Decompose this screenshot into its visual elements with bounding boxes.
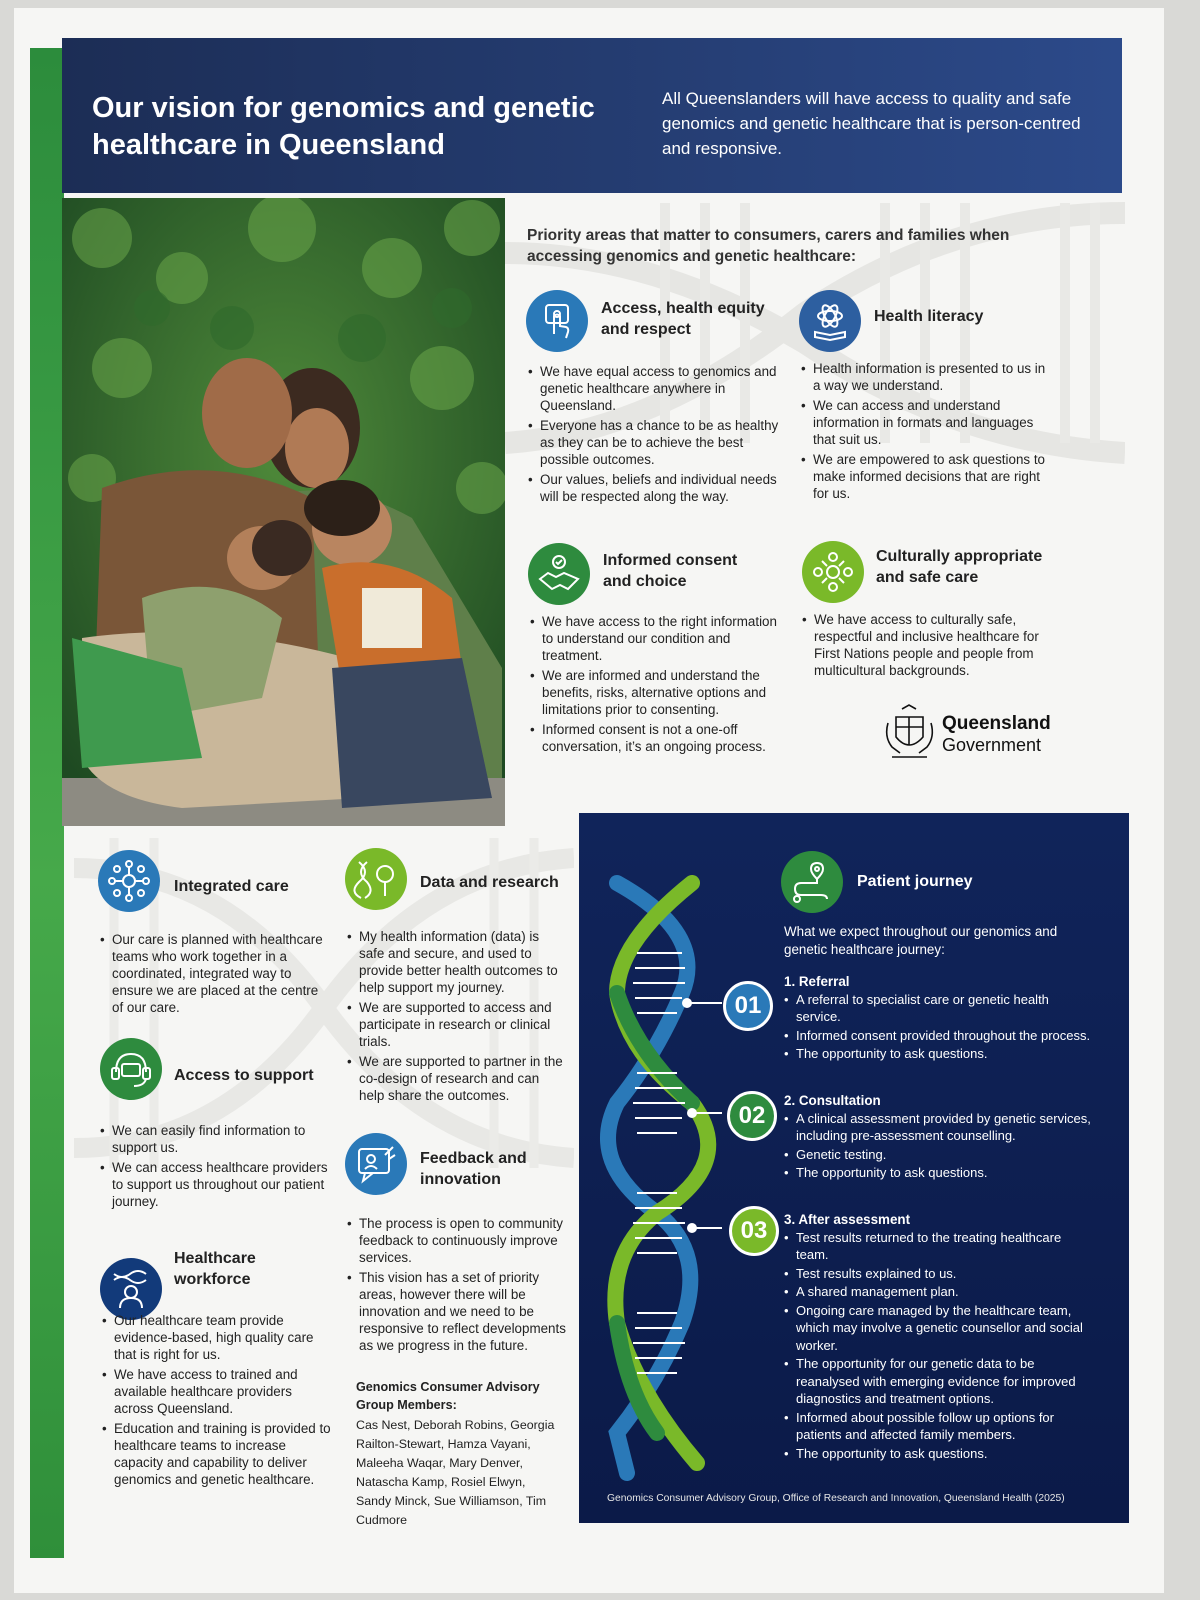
list-item: • We can access healthcare providers to support us throughout our patient journey. <box>100 1159 330 1210</box>
journey-step-referral <box>784 973 1094 1064</box>
list-item: • My health information (data) is safe and secure, and used to provide better health outcomes to help support my journey. <box>347 928 565 996</box>
header-banner <box>62 38 1122 193</box>
list-item: • Test results explained to us. <box>784 1265 1094 1283</box>
list-item: • We have equal access to genomics and genetic healthcare anywhere in Queensland. <box>528 363 783 414</box>
atom-book-icon <box>799 290 861 352</box>
feedback-icon <box>345 1133 407 1195</box>
logo-line-1: Queensland <box>942 713 1051 734</box>
poster <box>14 8 1164 1593</box>
section-title-feedback: Feedback and innovation <box>420 1150 527 1188</box>
coat-of-arms-icon <box>882 703 937 761</box>
list-item: • We are empowered to ask questions to make informed decisions that are right for us. <box>801 451 1051 502</box>
list-item: • The opportunity to ask questions. <box>784 1045 1094 1063</box>
members-list: Cas Nest, Deborah Robins, Georgia Railton-Stewart, Hamza Vayani, Maleeha Waqar, Mary Denver, Natascha Kamp, Rosiel Elwyn, Sandy Minck, Sue Williamson, Tim Cudmore <box>356 1418 555 1527</box>
logo-line-2: Government <box>942 735 1042 755</box>
list-item: • We have access to culturally safe, respectful and inclusive healthcare for First Nations people and people from multicultural backgrounds. <box>802 611 1057 679</box>
list-item: • Genetic testing. <box>784 1146 1094 1164</box>
list-item: • Education and training is provided to healthcare teams to increase capacity and capability to deliver genomics and genetic healthcare. <box>102 1420 334 1488</box>
step-bullets <box>784 991 1094 1063</box>
list-item: • Test results returned to the treating healthcare team. <box>784 1229 1094 1264</box>
bullets-integrated <box>100 931 330 1019</box>
bullets-support <box>100 1122 330 1213</box>
section-title-data: Data and research <box>420 874 559 891</box>
step-heading: 3. After assessment <box>784 1212 911 1227</box>
network-icon <box>98 850 160 912</box>
section-title-literacy: Health literacy <box>874 308 984 325</box>
list-item: • We are supported to partner in the co-design of research and can help share the outcomes. <box>347 1053 565 1104</box>
bullets-consent <box>530 613 790 758</box>
cultural-pattern-icon <box>802 541 864 603</box>
list-item: • A referral to specialist care or genetic health service. <box>784 991 1094 1026</box>
health-worker-icon <box>100 1258 162 1320</box>
step-bullets <box>784 1229 1094 1463</box>
list-item: • Our care is planned with healthcare teams who work together in a coordinated, integrated way to ensure we are placed at the centre of our care. <box>100 931 330 1016</box>
journey-step-consultation <box>784 1092 1094 1183</box>
list-item: • This vision has a set of priority areas, however there will be innovation and we need to be responsive to reflect developments as we progress in the future. <box>347 1269 567 1354</box>
list-item: • We have access to the right information to understand our condition and treatment. <box>530 613 790 664</box>
list-item: • Our healthcare team provide evidence-based, high quality care that is right for us. <box>102 1312 334 1363</box>
list-item: • Our values, beliefs and individual needs will be respected along the way. <box>528 471 783 505</box>
section-title-consent: Informed consent and choice <box>603 552 738 590</box>
green-side-bar <box>30 48 64 1558</box>
step-bullets <box>784 1110 1094 1182</box>
patient-journey-intro: What we expect throughout our genomics and genetic healthcare journey: <box>784 924 1058 957</box>
list-item: • Ongoing care managed by the healthcare team, which may involve a genetic counsellor and social worker. <box>784 1302 1094 1355</box>
bullets-feedback <box>347 1215 567 1357</box>
list-item: • We are supported to access and participate in research or clinical trials. <box>347 999 565 1050</box>
step-heading: 1. Referral <box>784 974 850 989</box>
list-item: • The process is open to community feedback to continuously improve services. <box>347 1215 567 1266</box>
list-item: • We can easily find information to support us. <box>100 1122 330 1156</box>
list-item: • Informed consent is not a one-off conversation, it’s an ongoing process. <box>530 721 790 755</box>
section-title-access: Access, health equity and respect <box>601 300 765 338</box>
bullets-access <box>528 363 783 508</box>
list-item: • A clinical assessment provided by genetic services, including pre-assessment counselling. <box>784 1110 1094 1145</box>
list-item: • The opportunity to ask questions. <box>784 1445 1094 1463</box>
section-title-support: Access to support <box>174 1067 314 1084</box>
vision-statement: All Queenslanders will have access to quality and safe genomics and genetic healthcare that is person-centred and responsive. <box>662 89 1081 158</box>
credit-line: Genomics Consumer Advisory Group, Office of Research and Innovation, Queensland Health (2025) <box>607 1493 1065 1504</box>
dna-magnifier-icon <box>345 848 407 910</box>
step-heading: 2. Consultation <box>784 1093 881 1108</box>
list-item: • Health information is presented to us in a way we understand. <box>801 360 1051 394</box>
list-item: • Informed consent provided throughout the process. <box>784 1027 1094 1045</box>
step-number-01: 01 <box>723 981 773 1031</box>
bullets-literacy <box>801 360 1051 505</box>
step-number-03: 03 <box>729 1206 779 1256</box>
journey-step-after-assessment <box>784 1211 1094 1463</box>
list-item: • Informed about possible follow up options for patients and affected family members. <box>784 1409 1094 1444</box>
section-title-cultural: Culturally appropriate and safe care <box>876 548 1043 586</box>
list-item: • Everyone has a chance to be as healthy as they can be to achieve the best possible outcomes. <box>528 417 783 468</box>
list-item: • We are informed and understand the benefits, risks, alternative options and limitations prior to consenting. <box>530 667 790 718</box>
page-title: Our vision for genomics and genetic healthcare in Queensland <box>92 92 595 161</box>
family-photo <box>62 198 505 826</box>
headset-icon <box>100 1038 162 1100</box>
list-item: • We can access and understand information in formats and languages that suit us. <box>801 397 1051 448</box>
step-number-02: 02 <box>727 1091 777 1141</box>
priority-intro: Priority areas that matter to consumers, carers and families when accessing genomics and genetic healthcare: <box>527 227 1010 265</box>
bullets-data <box>347 928 565 1107</box>
patient-journey-title: Patient journey <box>857 873 973 890</box>
section-title-workforce: Healthcare workforce <box>174 1250 256 1288</box>
patient-journey-panel <box>579 813 1129 1523</box>
dna-helix-graphic <box>597 873 787 1483</box>
bullets-cultural <box>802 611 1057 682</box>
queensland-government-logo <box>882 703 1062 763</box>
list-item: • The opportunity for our genetic data to be reanalysed with emerging evidence for improved diagnostics and treatment options. <box>784 1355 1094 1408</box>
members-title: Genomics Consumer Advisory Group Members: <box>356 1380 540 1412</box>
list-item: • A shared management plan. <box>784 1283 1094 1301</box>
section-title-integrated: Integrated care <box>174 878 289 895</box>
list-item: • We have access to trained and available healthcare providers across Queensland. <box>102 1366 334 1417</box>
hand-touch-icon <box>526 290 588 352</box>
handshake-icon <box>528 543 590 605</box>
bullets-workforce <box>102 1312 334 1491</box>
route-icon <box>781 851 843 913</box>
list-item: • The opportunity to ask questions. <box>784 1164 1094 1182</box>
